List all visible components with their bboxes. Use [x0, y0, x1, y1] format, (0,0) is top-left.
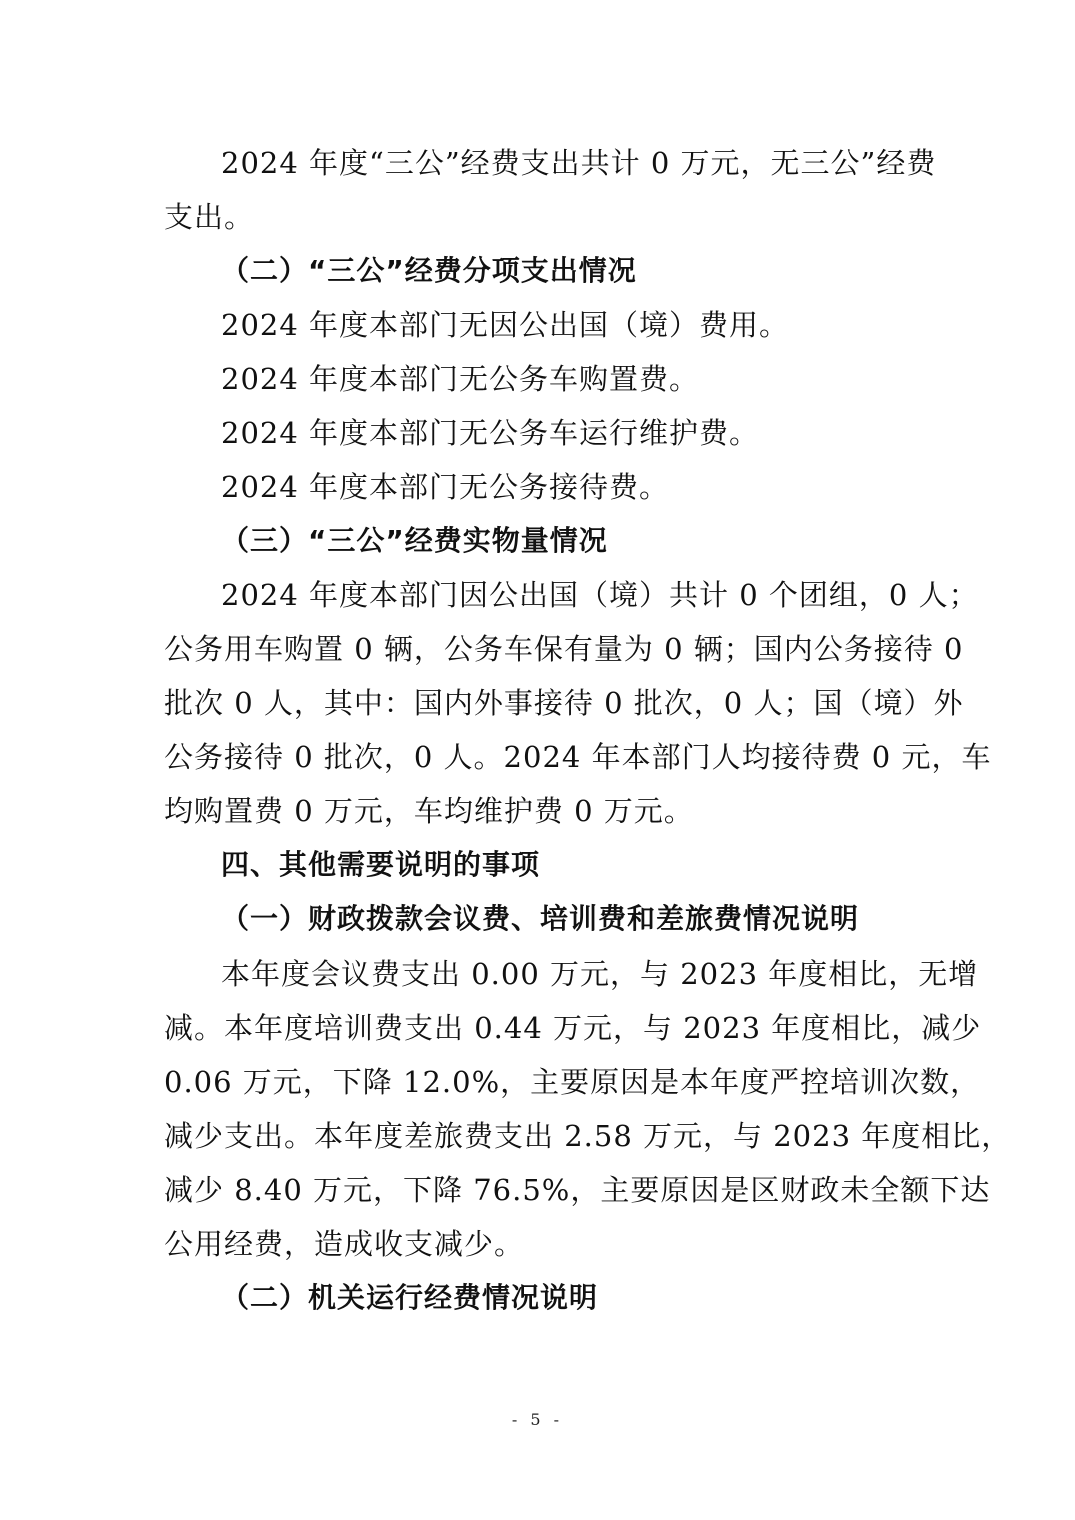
paragraph-line: 公务接待 0 批次，0 人。2024 年本部门人均接待费 0 元，车: [164, 740, 992, 774]
section-heading: （二）机关运行经费情况说明: [221, 1281, 599, 1314]
paragraph-line: 0.06 万元，下降 12.0%，主要原因是本年度严控培训次数，: [164, 1065, 981, 1099]
paragraph-line: 均购置费 0 万元，车均维护费 0 万元。: [164, 794, 694, 828]
chapter-heading: 四、其他需要说明的事项: [221, 848, 541, 881]
paragraph-line: 减少支出。本年度差旅费支出 2.58 万元，与 2023 年度相比，: [164, 1119, 1012, 1153]
paragraph-line: 2024 年度本部门无因公出国（境）费用。: [221, 308, 790, 342]
section-heading: （三）“三公”经费实物量情况: [221, 524, 608, 557]
paragraph-line: 2024 年度本部门无公务车购置费。: [221, 362, 700, 396]
paragraph-line: 2024 年度本部门无公务车运行维护费。: [221, 416, 760, 450]
paragraph-line: 支出。: [164, 200, 255, 234]
page-number: - 5 -: [511, 1410, 564, 1429]
paragraph-line: 2024 年度本部门无公务接待费。: [221, 470, 670, 504]
paragraph-line: 减少 8.40 万元，下降 76.5%，主要原因是区财政未全额下达: [164, 1173, 991, 1207]
paragraph-line: 本年度会议费支出 0.00 万元，与 2023 年度相比，无增: [221, 957, 979, 991]
paragraph-line: 公用经费，造成收支减少。: [164, 1227, 525, 1261]
paragraph-line: 2024 年度本部门因公出国（境）共计 0 个团组，0 人；: [221, 578, 979, 612]
paragraph-line: 批次 0 人，其中：国内外事接待 0 批次，0 人；国（境）外: [164, 686, 964, 720]
paragraph-line: 2024 年度“三公”经费支出共计 0 万元，无三公”经费: [221, 146, 937, 180]
section-heading: （二）“三公”经费分项支出情况: [221, 254, 637, 287]
paragraph-line: 公务用车购置 0 辆，公务车保有量为 0 辆；国内公务接待 0: [164, 632, 964, 666]
section-heading: （一）财政拨款会议费、培训费和差旅费情况说明: [221, 902, 860, 935]
paragraph-line: 减。本年度培训费支出 0.44 万元，与 2023 年度相比，减少: [164, 1011, 982, 1045]
